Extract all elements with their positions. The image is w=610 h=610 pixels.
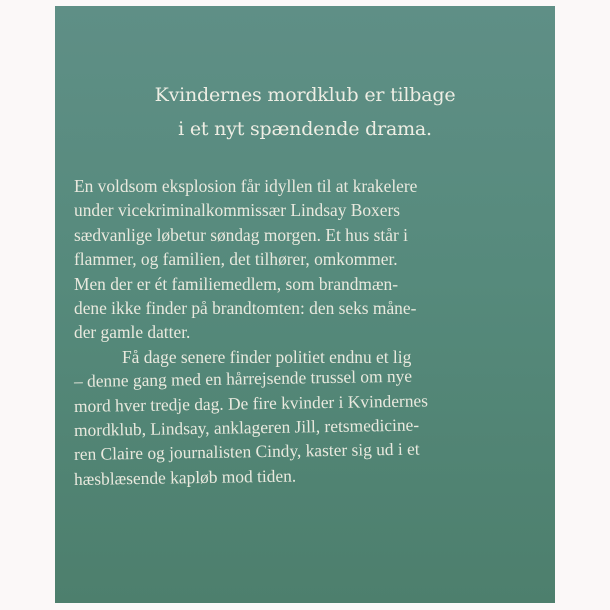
headline-line: Kvindernes mordklub er tilbage [154,84,456,106]
blurb-line: En voldsom eksplosion får idyllen til at krakelere [74,176,418,196]
blurb-line: sædvanlige løbetur søndag morgen. Et hus står i [74,224,408,245]
blurb-line: hæsblæsende kapløb mod tiden. [73,465,297,489]
blurb-line: der gamle datter. [74,322,191,343]
blurb-text [74,174,554,491]
blurb-line: Men der er ét familiemedlem, som brandmæn- [74,273,399,294]
blurb-line: under vicekriminalkommissær Lindsay Boxers [74,200,401,221]
blurb-line: dene ikke finder på brandtomten: den seks måne- [74,298,417,319]
blurb-line: mordklub, Lindsay, anklageren Jill, retsmedicine- [73,414,420,441]
blurb-line: Få dage senere finder politiet endnu et lig [122,346,412,367]
blurb-line: mord hver tredje dag. De fire kvinder i Kvindernes [73,390,429,416]
blurb-line: – denne gang med en hårrejsende trussel om nye [73,365,413,392]
blurb-paragraph-1 [74,174,554,345]
blurb-line: flammer, og familien, det tilhører, omkommer. [74,249,398,270]
book-back-cover [55,6,555,603]
cover-headline [55,78,555,146]
blurb-paragraph-2 [74,345,554,491]
headline-line: i et nyt spændende drama. [178,118,432,140]
blurb-line: ren Claire og journalisten Cindy, kaster sig ud i et [73,439,420,465]
